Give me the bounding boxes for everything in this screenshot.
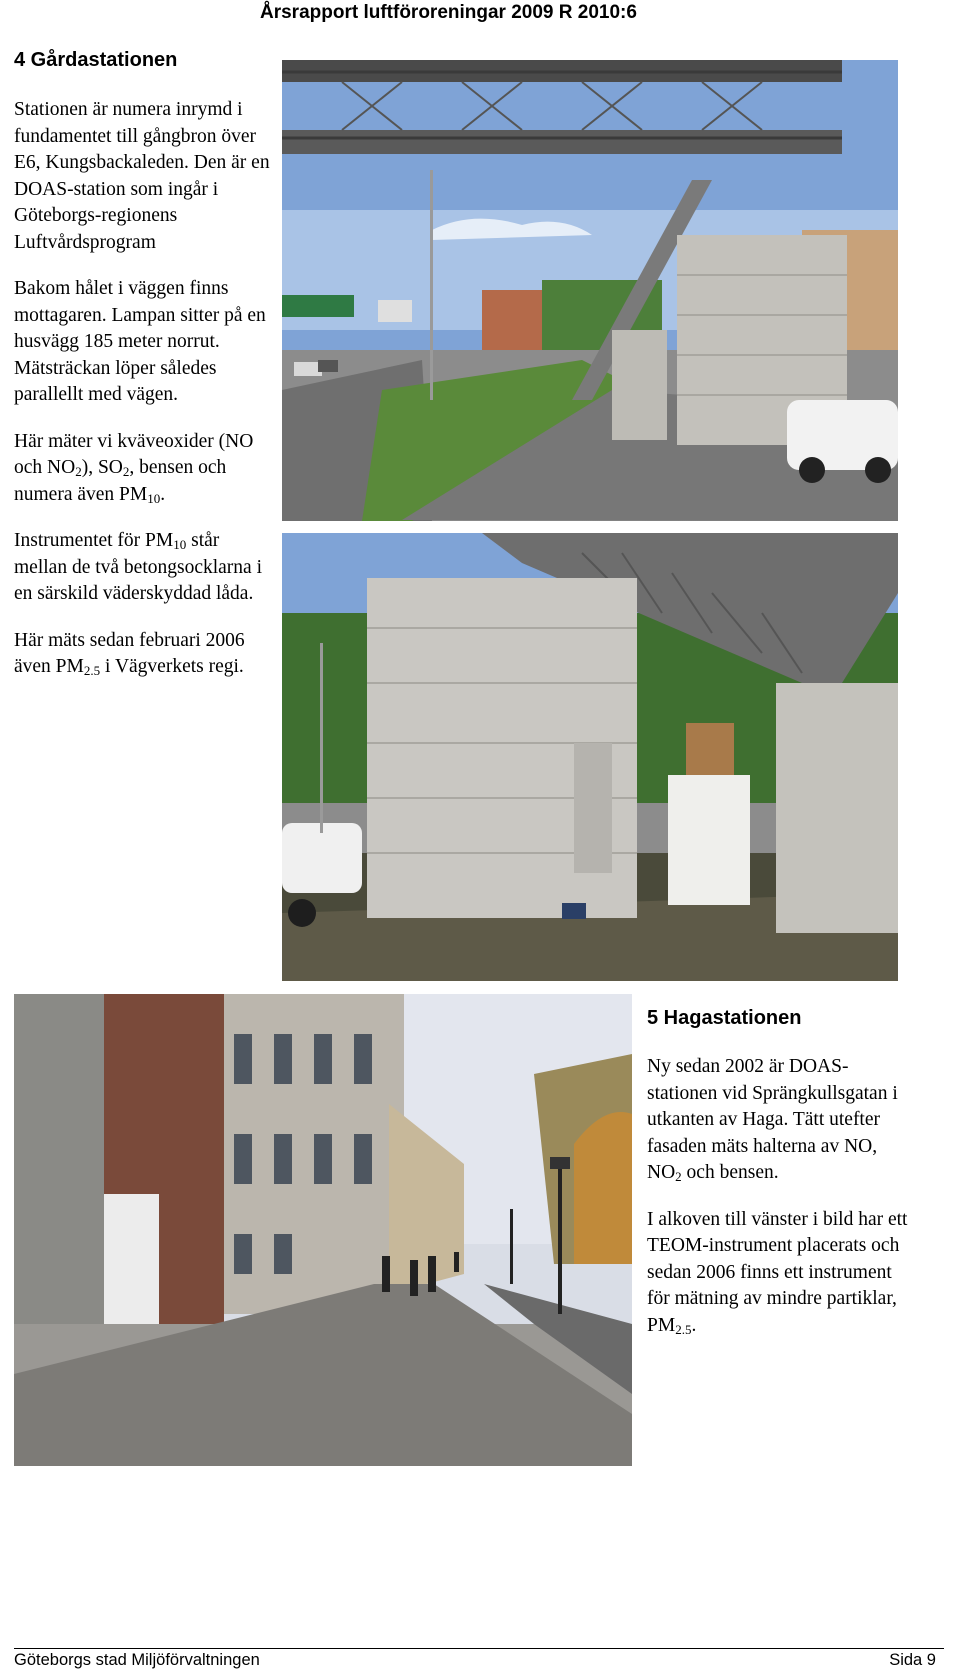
page-number: Sida 9 <box>889 1651 936 1669</box>
page-header: Årsrapport luftföroreningar 2009 R 2010:6 <box>260 2 637 23</box>
section-4-paragraph-3: Här mäter vi kväveoxider (NO och $NO_2$), $SO_2$, bensen och numera även $PM_{10}$. <box>14 430 254 506</box>
section-4-paragraph-2: Bakom hålet i väggen finns mottagaren. Lampan sitter på en husvägg 185 meter norrut. Mätsträckan löper således parallellt med vägen. <box>14 278 266 405</box>
section-4-paragraph-4: Instrumentet för $PM_{10}$ står mellan de två betongsocklarna i en särskild väderskyddad låda. <box>14 530 262 604</box>
section-4-text <box>14 97 276 701</box>
section-4-paragraph-1: Stationen är numera inrymd i fundamentet till gångbron över E6, Kungsbackaleden. Den är en DOAS-station som ingår i Göteborgs-regionens Luftvårdsprogram <box>14 99 270 253</box>
section-4-title: 4 Gårdastationen <box>14 49 178 71</box>
footer-rule <box>14 1648 944 1649</box>
section-5-title: 5 Hagastationen <box>647 1007 802 1029</box>
photo-haga-street <box>14 994 632 1466</box>
section-4-paragraph-5: Här mäts sedan februari 2006 även $PM_{2.5}$ i Vägverkets regi. <box>14 629 245 678</box>
footer-organization: Göteborgs stad Miljöförvaltningen <box>14 1651 260 1669</box>
photo-footbridge <box>282 60 898 521</box>
section-5-paragraph-1: Ny sedan 2002 är DOAS-stationen vid Sprängkullsgatan i utkanten av Haga. Tätt utefter fasaden mäts halterna av NO, $NO_2$ och bensen. <box>647 1056 898 1184</box>
photo-pillars-instrument-box <box>282 533 898 981</box>
section-5-paragraph-2: I alkoven till vänster i bild har ett TEOM-instrument placerats och sedan 2006 finns ett instrument för mätning av mindre partiklar, $PM_{2.5}$. <box>647 1208 908 1337</box>
section-5-text <box>647 1054 910 1359</box>
